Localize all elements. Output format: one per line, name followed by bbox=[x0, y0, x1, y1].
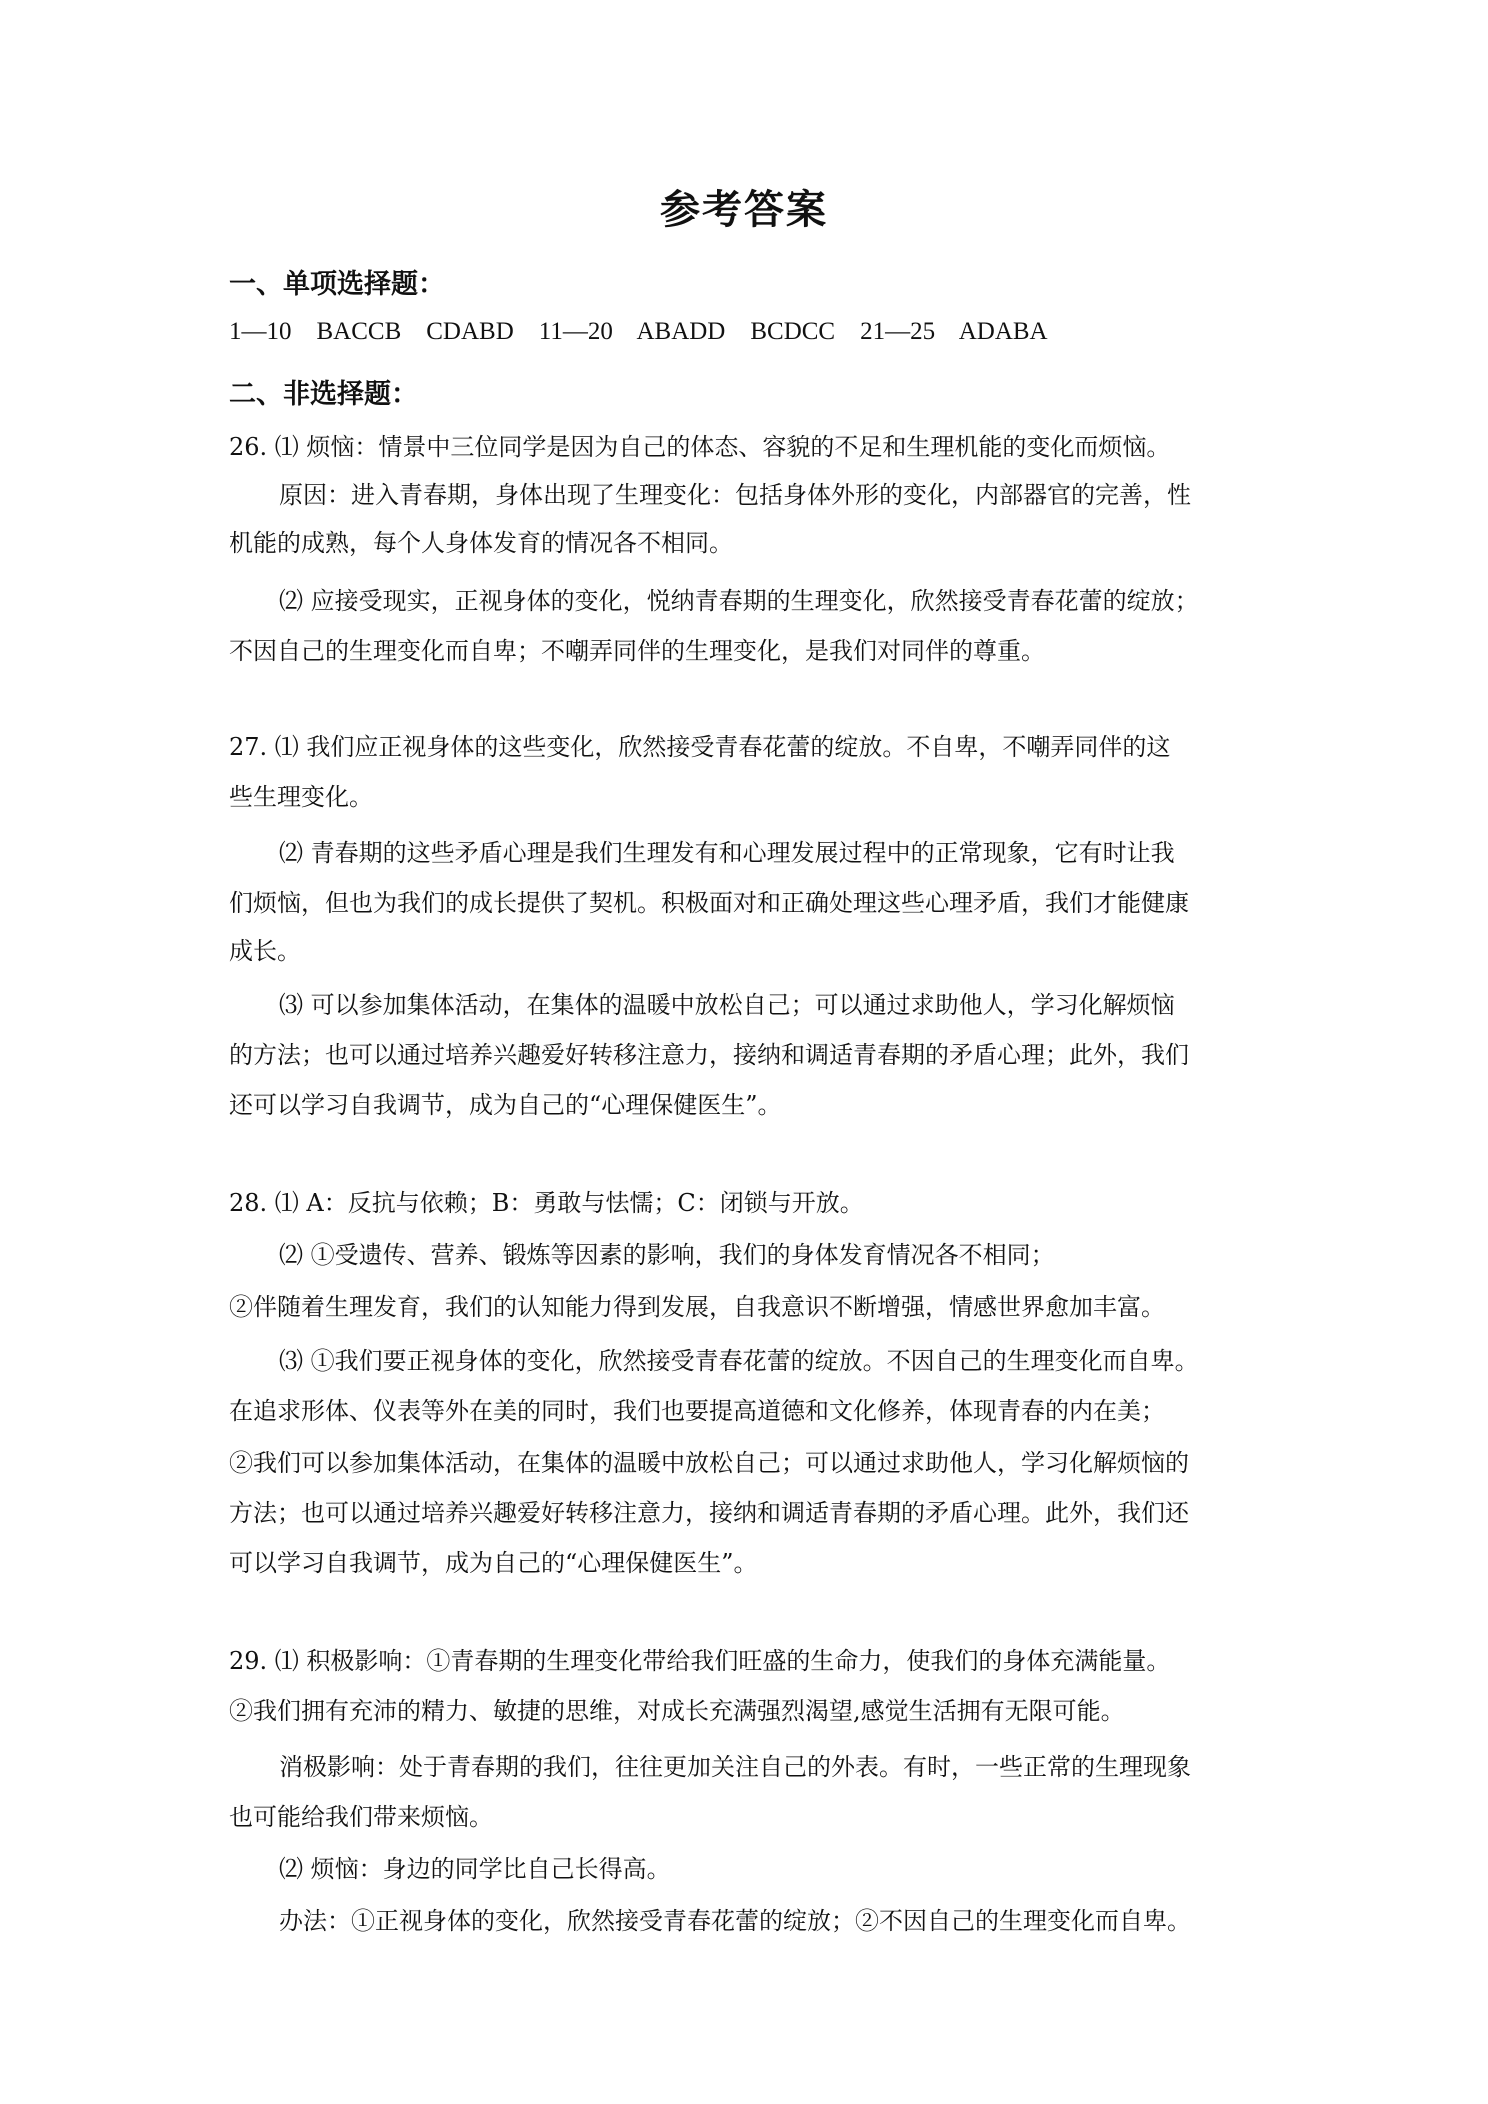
answer-line: 可以学习自我调节，成为自己的“心理保健医生”。 bbox=[229, 1549, 758, 1577]
answer-line: ⑶ ①我们要正视身体的变化，欣然接受青春花蕾的绽放。不因自己的生理变化而自卑。 bbox=[279, 1347, 1199, 1375]
answer-line: ⑵ 应接受现实，正视身体的变化，悦纳青春期的生理变化，欣然接受青春花蕾的绽放； bbox=[279, 587, 1199, 615]
answer-line: 不因自己的生理变化而自卑；不嘲弄同伴的生理变化，是我们对同伴的尊重。 bbox=[229, 637, 1045, 665]
answer-line: ⑵ 烦恼：身边的同学比自己长得高。 bbox=[279, 1855, 671, 1883]
answer-line: 也可能给我们带来烦恼。 bbox=[229, 1803, 493, 1831]
answer-line: ⑵ ①受遗传、营养、锻炼等因素的影响，我们的身体发育情况各不相同； bbox=[279, 1241, 1055, 1269]
answer-line: 们烦恼，但也为我们的成长提供了契机。积极面对和正确处理这些心理矛盾，我们才能健康 bbox=[229, 889, 1189, 917]
answer-line: ②我们可以参加集体活动，在集体的温暖中放松自己；可以通过求助他人，学习化解烦恼的 bbox=[229, 1449, 1189, 1477]
answer-line: 的方法；也可以通过培养兴趣爱好转移注意力，接纳和调适青春期的矛盾心理；此外，我们 bbox=[229, 1041, 1189, 1069]
answer-line: 消极影响：处于青春期的我们，往往更加关注自己的外表。有时，一些正常的生理现象 bbox=[279, 1753, 1191, 1781]
answer-line: 29. ⑴ 积极影响：①青春期的生理变化带给我们旺盛的生命力，使我们的身体充满能量。 bbox=[229, 1647, 1171, 1675]
answer-line: 原因：进入青春期，身体出现了生理变化：包括身体外形的变化，内部器官的完善，性 bbox=[279, 481, 1191, 509]
answer-line: 些生理变化。 bbox=[229, 783, 373, 811]
answer-line: ⑵ 青春期的这些矛盾心理是我们生理发有和心理发展过程中的正常现象，它有时让我 bbox=[279, 839, 1175, 867]
answer-line: 还可以学习自我调节，成为自己的“心理保健医生”。 bbox=[229, 1091, 782, 1119]
answer-line: ②我们拥有充沛的精力、敏捷的思维，对成长充满强烈渴望,感觉生活拥有无限可能。 bbox=[229, 1697, 1125, 1725]
answer-line: 办法：①正视身体的变化，欣然接受青春花蕾的绽放；②不因自己的生理变化而自卑。 bbox=[279, 1907, 1191, 1935]
answer-line: 26. ⑴ 烦恼：情景中三位同学是因为自己的体态、容貌的不足和生理机能的变化而烦恼。 bbox=[229, 433, 1171, 461]
choice-answers: 1—10 BACCB CDABD 11—20 ABADD BCDCC 21—25 ADABA bbox=[229, 318, 1048, 345]
answer-line: 28. ⑴ A：反抗与依赖；B：勇敢与怯懦；C：闭锁与开放。 bbox=[229, 1189, 864, 1217]
answer-line: 成长。 bbox=[229, 937, 301, 965]
answer-line: ⑶ 可以参加集体活动，在集体的温暖中放松自己；可以通过求助他人，学习化解烦恼 bbox=[279, 991, 1175, 1019]
page-title: 参考答案 bbox=[660, 187, 828, 233]
answer-line: 机能的成熟，每个人身体发育的情况各不相同。 bbox=[229, 529, 733, 557]
section-heading-nonchoice: 二、非选择题： bbox=[229, 379, 418, 410]
answer-line: 方法；也可以通过培养兴趣爱好转移注意力，接纳和调适青春期的矛盾心理。此外，我们还 bbox=[229, 1499, 1189, 1527]
answer-line: 在追求形体、仪表等外在美的同时，我们也要提高道德和文化修养，体现青春的内在美； bbox=[229, 1397, 1165, 1425]
section-heading-choice: 一、单项选择题： bbox=[229, 269, 445, 300]
answer-line: ②伴随着生理发育，我们的认知能力得到发展，自我意识不断增强，情感世界愈加丰富。 bbox=[229, 1293, 1165, 1321]
answer-line: 27. ⑴ 我们应正视身体的这些变化，欣然接受青春花蕾的绽放。不自卑，不嘲弄同伴的这 bbox=[229, 733, 1171, 761]
